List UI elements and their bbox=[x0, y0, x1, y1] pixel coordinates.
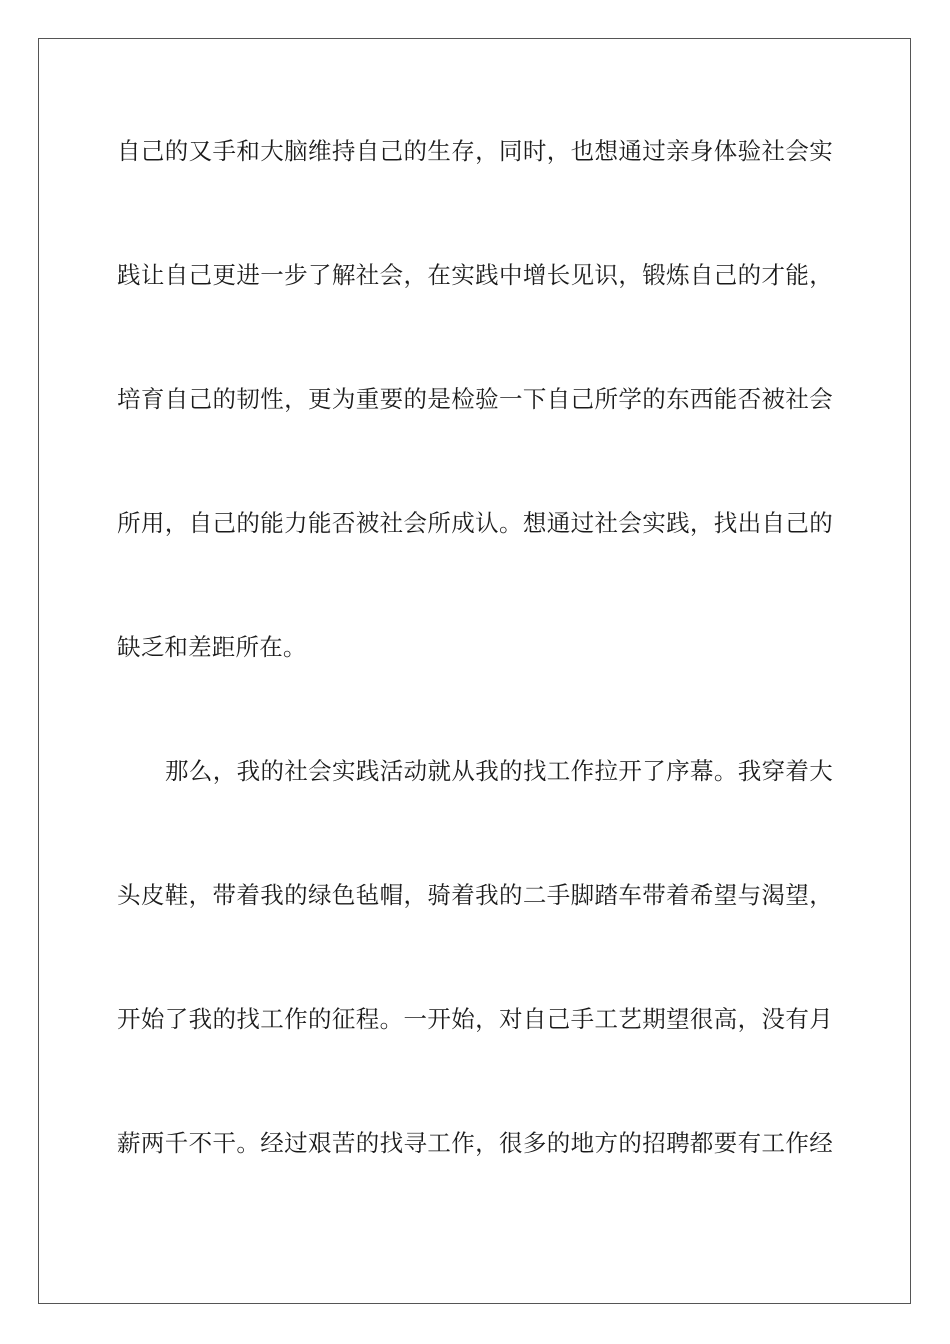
paragraph-line: 践让自己更进一步了解社会，在实践中增长见识，锻炼自己的才能， bbox=[117, 261, 833, 289]
paragraph-line: 开始了我的找工作的征程。一开始，对自己手工艺期望很高，没有月 bbox=[117, 1005, 833, 1033]
page-border bbox=[38, 38, 911, 1304]
paragraph-line: 培育自己的韧性，更为重要的是检验一下自己所学的东西能否被社会 bbox=[117, 385, 833, 413]
paragraph-line: 头皮鞋，带着我的绿色毡帽，骑着我的二手脚踏车带着希望与渴望， bbox=[117, 881, 833, 909]
paragraph-line: 那么，我的社会实践活动就从我的找工作拉开了序幕。我穿着大 bbox=[165, 757, 833, 785]
paragraph-line: 自己的又手和大脑维持自己的生存，同时，也想通过亲身体验社会实 bbox=[117, 137, 833, 165]
paragraph-line: 所用，自己的能力能否被社会所成认。想通过社会实践，找出自己的 bbox=[117, 509, 833, 537]
paragraph-line: 缺乏和差距所在。 bbox=[117, 633, 307, 661]
paragraph-line: 薪两千不干。经过艰苦的找寻工作，很多的地方的招聘都要有工作经 bbox=[117, 1129, 833, 1157]
